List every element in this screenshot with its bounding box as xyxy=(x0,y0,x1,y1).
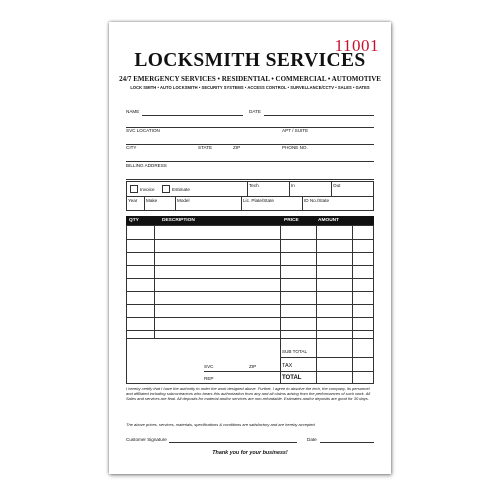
zip-label: ZIP xyxy=(233,145,241,150)
amount-header: AMOUNT xyxy=(318,218,340,223)
name-field[interactable] xyxy=(142,115,243,116)
date-label: DATE xyxy=(249,109,261,114)
rep-label: REP xyxy=(204,376,214,381)
city-line[interactable] xyxy=(126,144,374,145)
grid-vline xyxy=(247,181,248,196)
signature-field[interactable] xyxy=(169,442,297,443)
billing-line[interactable] xyxy=(126,161,374,162)
grid-divider xyxy=(126,196,374,197)
svc-zip-line[interactable] xyxy=(204,371,280,372)
table-row[interactable] xyxy=(126,304,374,305)
subtotal-line xyxy=(280,357,374,358)
grid-vline xyxy=(289,181,290,196)
qty-column-line xyxy=(154,225,155,338)
year-label: Year xyxy=(128,198,138,203)
invoice-checkbox[interactable] xyxy=(130,185,138,193)
estimate-label: Estimate xyxy=(172,187,190,192)
tech-label: Tech xyxy=(249,183,259,188)
name-label: NAME xyxy=(126,109,140,114)
table-row[interactable] xyxy=(126,278,374,279)
services-list: LOCK SMITH • AUTO LOCKSMITH • SECURITY SYSTEMS • ACCESS CONTROL • SURVELLANCE/CCTV • SALES • GATES xyxy=(130,85,370,90)
grid-vline xyxy=(175,196,176,211)
svc-label: SVC xyxy=(204,364,214,369)
acceptance-text: The above prices, services, materials, specifications & conditions are satisfactory and are hereby accepted xyxy=(126,422,315,427)
zip-code-label: ZIP xyxy=(249,364,257,369)
grid-vline xyxy=(331,181,332,196)
lic-plate-label: Lic. Plate/State xyxy=(243,198,274,203)
company-title: LOCKSMITH SERVICES xyxy=(134,50,366,71)
svc-location-label: SVC LOCATION xyxy=(126,128,160,133)
estimate-checkbox[interactable] xyxy=(162,185,170,193)
signature-date-label: Date xyxy=(307,437,317,442)
svc-location-field[interactable] xyxy=(126,127,374,128)
signature-date-field[interactable] xyxy=(320,442,374,443)
city-label: CITY xyxy=(126,145,137,150)
table-header xyxy=(126,216,374,225)
apt-suite-label: APT / SUITE xyxy=(282,128,309,133)
price-header: PRICE xyxy=(284,218,299,223)
grid-vline xyxy=(144,196,145,211)
terms-text: I hereby certify that I have the authority to order the work designed above. Further, I agree to absolve the tech, the company, its personnel and affiliated including subcontractors who bears this authorization from any and all claims arising from the performances of such work. All Sales and services are final. All deposits for material and/or services are non-refundable. Estimates and/or deposits are good for 30 days. xyxy=(126,386,371,402)
grid-vline xyxy=(302,196,303,211)
table-row[interactable] xyxy=(126,291,374,292)
table-row[interactable] xyxy=(126,317,374,318)
id-no-label: ID No./State xyxy=(304,198,330,203)
thank-you-message: Thank you for your business! xyxy=(212,450,288,456)
table-row[interactable] xyxy=(126,330,374,331)
total-label: TOTAL xyxy=(282,375,302,381)
state-label: STATE xyxy=(198,145,213,150)
invoice-form xyxy=(109,22,391,474)
model-label: Model xyxy=(177,198,190,203)
phone-label: PHONE NO. xyxy=(282,145,308,150)
date-field[interactable] xyxy=(264,115,374,116)
table-row[interactable] xyxy=(126,338,374,339)
in-label: In xyxy=(291,183,295,188)
tax-label: TAX xyxy=(282,363,293,369)
out-label: Out xyxy=(333,183,341,188)
billing-label: BILLING ADDRESS xyxy=(126,163,167,168)
signature-label: Customer Signature xyxy=(126,437,167,442)
table-row[interactable] xyxy=(126,239,374,240)
services-tagline: 24/7 EMERGENCY SERVICES • RESIDENTIAL • COMMERCIAL • AUTOMOTIVE xyxy=(119,75,381,83)
table-row[interactable] xyxy=(126,252,374,253)
invoice-label: Invoice xyxy=(140,187,155,192)
tax-line xyxy=(280,371,374,372)
billing-field[interactable] xyxy=(126,179,374,180)
make-label: Make xyxy=(146,198,158,203)
subtotal-label: SUB TOTAL xyxy=(282,349,308,354)
table-row[interactable] xyxy=(126,265,374,266)
description-header: DESCRIPTION xyxy=(162,218,195,223)
form-number: 11001 xyxy=(334,36,379,55)
grid-vline xyxy=(241,196,242,211)
qty-header: QTY xyxy=(129,218,139,223)
